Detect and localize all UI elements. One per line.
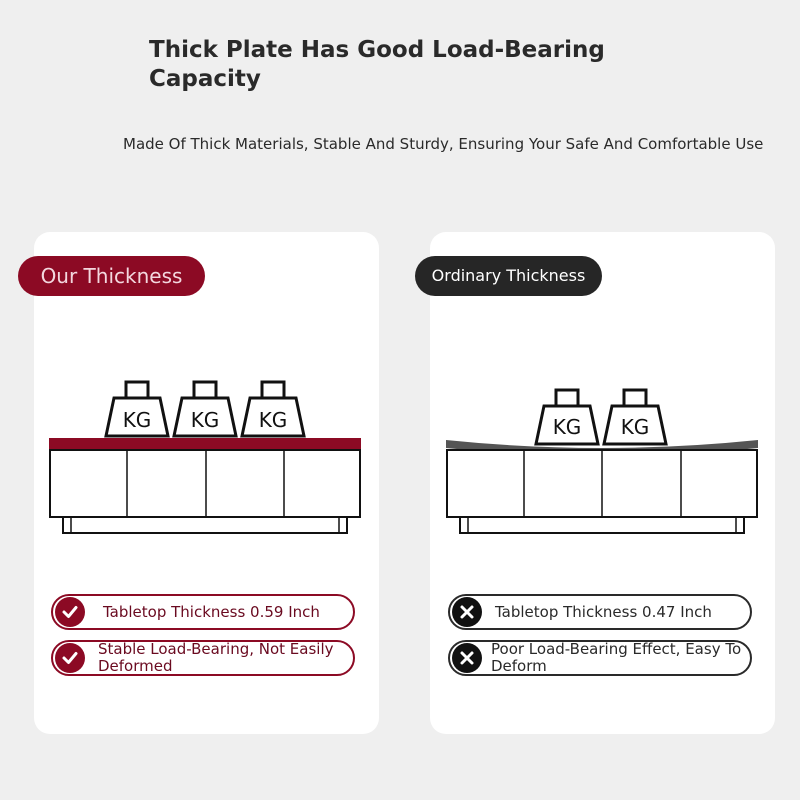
kg-label: KG bbox=[552, 415, 582, 439]
feature-text: Poor Load-Bearing Effect, Easy To Deform bbox=[491, 640, 742, 675]
page-subtitle: Made Of Thick Materials, Stable And Sturdy, Ensuring Your Safe And Comfortable Use bbox=[123, 135, 764, 153]
thin-cabinet-illustration bbox=[442, 378, 762, 538]
kg-label: KG bbox=[122, 408, 152, 432]
feature-text: Tabletop Thickness 0.59 Inch bbox=[103, 602, 320, 621]
feature-pill bbox=[51, 594, 355, 630]
kg-label: KG bbox=[620, 415, 650, 439]
kg-weight-icon bbox=[604, 390, 666, 444]
x-icon bbox=[452, 597, 482, 627]
feature-text: Tabletop Thickness 0.47 Inch bbox=[495, 602, 712, 621]
ordinary-thickness-badge: Ordinary Thickness bbox=[415, 256, 602, 296]
feature-text: Stable Load-Bearing, Not Easily Deformed bbox=[98, 640, 334, 675]
kg-weight-icon bbox=[106, 382, 168, 436]
kg-weight-icon bbox=[242, 382, 304, 436]
feature-pill bbox=[51, 640, 355, 676]
kg-weight-icon bbox=[174, 382, 236, 436]
feature-pill bbox=[448, 640, 752, 676]
our-thickness-badge: Our Thickness bbox=[18, 256, 205, 296]
feature-pill bbox=[448, 594, 752, 630]
x-icon bbox=[452, 643, 482, 673]
check-icon bbox=[55, 643, 85, 673]
check-icon bbox=[55, 597, 85, 627]
kg-label: KG bbox=[258, 408, 288, 432]
thick-cabinet-illustration bbox=[46, 378, 366, 538]
kg-weight-icon bbox=[536, 390, 598, 444]
page-title: Thick Plate Has Good Load-Bearing Capacity bbox=[149, 37, 605, 92]
kg-label: KG bbox=[190, 408, 220, 432]
